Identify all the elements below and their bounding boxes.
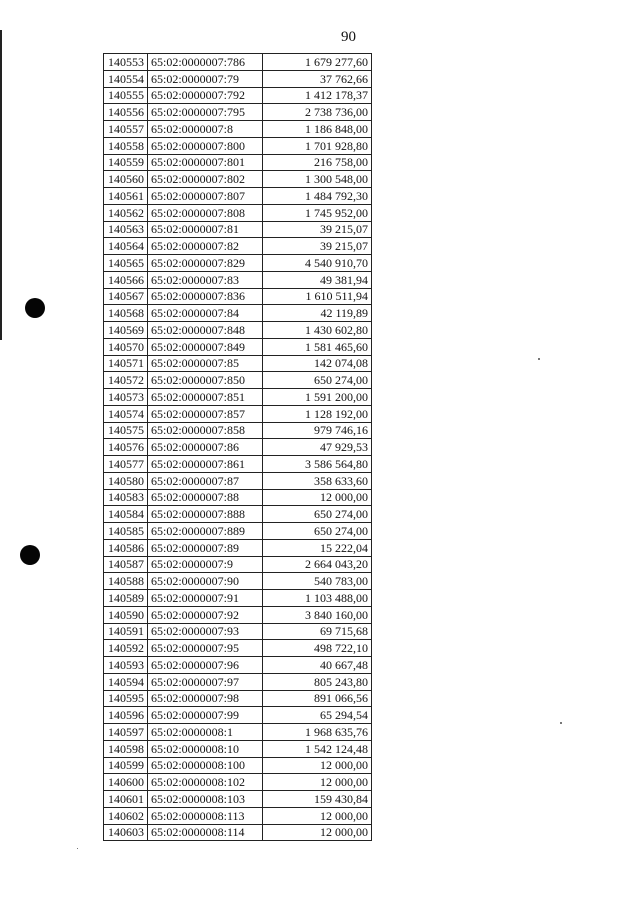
row-id-cell: 140572 — [104, 372, 148, 389]
row-id-cell: 140555 — [104, 87, 148, 104]
table-row — [104, 640, 372, 657]
row-id-cell: 140554 — [104, 70, 148, 87]
cadastral-number-cell: 65:02:0000007:792 — [148, 87, 263, 104]
row-id-cell: 140583 — [104, 489, 148, 506]
cadastral-number-cell: 65:02:0000007:800 — [148, 137, 263, 154]
punch-hole — [25, 298, 45, 318]
cadastral-value-cell: 47 929,53 — [263, 439, 372, 456]
table-body — [104, 54, 372, 841]
punch-hole — [20, 545, 40, 565]
cadastral-value-cell: 1 679 277,60 — [263, 54, 372, 71]
page-number: 90 — [341, 29, 356, 45]
row-id-cell: 140580 — [104, 472, 148, 489]
table-row — [104, 556, 372, 573]
cadastral-number-cell: 65:02:0000007:79 — [148, 70, 263, 87]
scan-speck — [560, 722, 562, 724]
row-id-cell: 140593 — [104, 657, 148, 674]
cadastral-value-cell: 1 542 124,48 — [263, 740, 372, 757]
table-row — [104, 104, 372, 121]
cadastral-value-cell: 12 000,00 — [263, 757, 372, 774]
row-id-cell: 140603 — [104, 824, 148, 841]
cadastral-value-cell: 650 274,00 — [263, 523, 372, 540]
table-row — [104, 791, 372, 808]
row-id-cell: 140598 — [104, 740, 148, 757]
cadastral-number-cell: 65:02:0000007:86 — [148, 439, 263, 456]
table-row — [104, 322, 372, 339]
table-row — [104, 489, 372, 506]
cadastral-value-cell: 1 128 192,00 — [263, 405, 372, 422]
table-row — [104, 439, 372, 456]
cadastral-number-cell: 65:02:0000008:10 — [148, 740, 263, 757]
table-row — [104, 54, 372, 71]
row-id-cell: 140600 — [104, 774, 148, 791]
cadastral-number-cell: 65:02:0000008:1 — [148, 724, 263, 741]
row-id-cell: 140559 — [104, 154, 148, 171]
cadastral-number-cell: 65:02:0000007:83 — [148, 271, 263, 288]
table-row — [104, 472, 372, 489]
cadastral-number-cell: 65:02:0000007:849 — [148, 338, 263, 355]
row-id-cell: 140587 — [104, 556, 148, 573]
row-id-cell: 140577 — [104, 456, 148, 473]
cadastral-number-cell: 65:02:0000007:90 — [148, 573, 263, 590]
table-row — [104, 171, 372, 188]
cadastral-value-cell: 40 667,48 — [263, 657, 372, 674]
cadastral-value-cell: 37 762,66 — [263, 70, 372, 87]
cadastral-value-cell: 805 243,80 — [263, 673, 372, 690]
table-row — [104, 740, 372, 757]
row-id-cell: 140594 — [104, 673, 148, 690]
scan-margin-line — [0, 30, 2, 340]
row-id-cell: 140586 — [104, 539, 148, 556]
table-row — [104, 255, 372, 272]
table-row — [104, 673, 372, 690]
cadastral-value-cell: 358 633,60 — [263, 472, 372, 489]
cadastral-value-cell: 49 381,94 — [263, 271, 372, 288]
table-row — [104, 539, 372, 556]
cadastral-value-cell: 1 430 602,80 — [263, 322, 372, 339]
row-id-cell: 140560 — [104, 171, 148, 188]
cadastral-value-cell: 4 540 910,70 — [263, 255, 372, 272]
table-row — [104, 70, 372, 87]
cadastral-value-cell: 12 000,00 — [263, 824, 372, 841]
row-id-cell: 140565 — [104, 255, 148, 272]
cadastral-number-cell: 65:02:0000007:786 — [148, 54, 263, 71]
table-row — [104, 523, 372, 540]
row-id-cell: 140568 — [104, 305, 148, 322]
row-id-cell: 140588 — [104, 573, 148, 590]
row-id-cell: 140571 — [104, 355, 148, 372]
row-id-cell: 140556 — [104, 104, 148, 121]
table-row — [104, 707, 372, 724]
row-id-cell: 140573 — [104, 389, 148, 406]
cadastral-value-cell: 1 581 465,60 — [263, 338, 372, 355]
table-row — [104, 137, 372, 154]
table-row — [104, 154, 372, 171]
cadastral-number-cell: 65:02:0000007:85 — [148, 355, 263, 372]
table-row — [104, 355, 372, 372]
table-row — [104, 623, 372, 640]
row-id-cell: 140589 — [104, 590, 148, 607]
row-id-cell: 140564 — [104, 238, 148, 255]
cadastral-value-cell: 42 119,89 — [263, 305, 372, 322]
cadastral-number-cell: 65:02:0000007:97 — [148, 673, 263, 690]
row-id-cell: 140561 — [104, 188, 148, 205]
row-id-cell: 140597 — [104, 724, 148, 741]
row-id-cell: 140590 — [104, 606, 148, 623]
cadastral-number-cell: 65:02:0000007:89 — [148, 539, 263, 556]
cadastral-value-cell: 891 066,56 — [263, 690, 372, 707]
table-row — [104, 121, 372, 138]
cadastral-value-cell: 69 715,68 — [263, 623, 372, 640]
cadastral-number-cell: 65:02:0000007:87 — [148, 472, 263, 489]
row-id-cell: 140575 — [104, 422, 148, 439]
cadastral-number-cell: 65:02:0000007:857 — [148, 405, 263, 422]
table-row — [104, 573, 372, 590]
cadastral-number-cell: 65:02:0000007:801 — [148, 154, 263, 171]
cadastral-number-cell: 65:02:0000007:858 — [148, 422, 263, 439]
table-row — [104, 724, 372, 741]
table-row — [104, 824, 372, 841]
table-row — [104, 221, 372, 238]
row-id-cell: 140574 — [104, 405, 148, 422]
cadastral-number-cell: 65:02:0000007:851 — [148, 389, 263, 406]
row-id-cell: 140595 — [104, 690, 148, 707]
table-row — [104, 271, 372, 288]
table-row — [104, 372, 372, 389]
table-row — [104, 288, 372, 305]
cadastral-value-cell: 39 215,07 — [263, 238, 372, 255]
cadastral-value-cell: 12 000,00 — [263, 807, 372, 824]
cadastral-number-cell: 65:02:0000007:9 — [148, 556, 263, 573]
cadastral-number-cell: 65:02:0000007:99 — [148, 707, 263, 724]
row-id-cell: 140584 — [104, 506, 148, 523]
cadastral-number-cell: 65:02:0000007:88 — [148, 489, 263, 506]
scan-speck — [538, 358, 540, 360]
cadastral-value-cell: 3 840 160,00 — [263, 606, 372, 623]
row-id-cell: 140601 — [104, 791, 148, 808]
cadastral-value-cell: 216 758,00 — [263, 154, 372, 171]
cadastral-number-cell: 65:02:0000007:82 — [148, 238, 263, 255]
cadastral-number-cell: 65:02:0000008:113 — [148, 807, 263, 824]
cadastral-number-cell: 65:02:0000007:84 — [148, 305, 263, 322]
table-row — [104, 422, 372, 439]
table-row — [104, 657, 372, 674]
cadastral-number-cell: 65:02:0000007:92 — [148, 606, 263, 623]
cadastral-value-cell: 1 591 200,00 — [263, 389, 372, 406]
row-id-cell: 140567 — [104, 288, 148, 305]
scan-speck — [77, 848, 78, 849]
cadastral-value-cell: 3 586 564,80 — [263, 456, 372, 473]
cadastral-number-cell: 65:02:0000007:836 — [148, 288, 263, 305]
table-row — [104, 405, 372, 422]
table-row — [104, 590, 372, 607]
row-id-cell: 140558 — [104, 137, 148, 154]
row-id-cell: 140569 — [104, 322, 148, 339]
cadastral-number-cell: 65:02:0000007:98 — [148, 690, 263, 707]
cadastral-number-cell: 65:02:0000008:102 — [148, 774, 263, 791]
cadastral-value-cell: 1 412 178,37 — [263, 87, 372, 104]
table-row — [104, 606, 372, 623]
cadastral-value-cell: 142 074,08 — [263, 355, 372, 372]
cadastral-number-cell: 65:02:0000007:888 — [148, 506, 263, 523]
cadastral-number-cell: 65:02:0000008:103 — [148, 791, 263, 808]
cadastral-number-cell: 65:02:0000007:96 — [148, 657, 263, 674]
cadastral-value-cell: 159 430,84 — [263, 791, 372, 808]
cadastral-value-cell: 2 664 043,20 — [263, 556, 372, 573]
table-row — [104, 774, 372, 791]
table-row — [104, 757, 372, 774]
row-id-cell: 140562 — [104, 204, 148, 221]
cadastral-value-cell: 1 968 635,76 — [263, 724, 372, 741]
row-id-cell: 140576 — [104, 439, 148, 456]
cadastral-number-cell: 65:02:0000007:807 — [148, 188, 263, 205]
cadastral-value-cell: 39 215,07 — [263, 221, 372, 238]
table-row — [104, 204, 372, 221]
cadastral-value-cell: 2 738 736,00 — [263, 104, 372, 121]
table-row — [104, 338, 372, 355]
cadastral-number-cell: 65:02:0000007:802 — [148, 171, 263, 188]
table-row — [104, 305, 372, 322]
table-row — [104, 456, 372, 473]
cadastral-value-cell: 1 745 952,00 — [263, 204, 372, 221]
cadastral-value-cell: 1 300 548,00 — [263, 171, 372, 188]
table-row — [104, 188, 372, 205]
cadastral-value-cell: 979 746,16 — [263, 422, 372, 439]
cadastral-value-cell: 540 783,00 — [263, 573, 372, 590]
row-id-cell: 140596 — [104, 707, 148, 724]
table-row — [104, 807, 372, 824]
cadastral-number-cell: 65:02:0000007:808 — [148, 204, 263, 221]
cadastral-number-cell: 65:02:0000008:114 — [148, 824, 263, 841]
table-row — [104, 506, 372, 523]
row-id-cell: 140592 — [104, 640, 148, 657]
cadastral-number-cell: 65:02:0000007:95 — [148, 640, 263, 657]
cadastral-value-cell: 1 103 488,00 — [263, 590, 372, 607]
cadastral-value-cell: 650 274,00 — [263, 372, 372, 389]
row-id-cell: 140557 — [104, 121, 148, 138]
cadastral-value-cell: 1 701 928,80 — [263, 137, 372, 154]
cadastral-value-cell: 1 610 511,94 — [263, 288, 372, 305]
table-row — [104, 87, 372, 104]
cadastral-value-cell: 12 000,00 — [263, 489, 372, 506]
cadastral-number-cell: 65:02:0000008:100 — [148, 757, 263, 774]
cadastral-number-cell: 65:02:0000007:861 — [148, 456, 263, 473]
cadastral-value-cell: 65 294,54 — [263, 707, 372, 724]
row-id-cell: 140602 — [104, 807, 148, 824]
table-row — [104, 389, 372, 406]
cadastral-number-cell: 65:02:0000007:889 — [148, 523, 263, 540]
cadastral-number-cell: 65:02:0000007:850 — [148, 372, 263, 389]
cadastral-value-table — [103, 53, 372, 841]
row-id-cell: 140591 — [104, 623, 148, 640]
cadastral-number-cell: 65:02:0000007:81 — [148, 221, 263, 238]
cadastral-value-cell: 498 722,10 — [263, 640, 372, 657]
row-id-cell: 140570 — [104, 338, 148, 355]
cadastral-value-cell: 650 274,00 — [263, 506, 372, 523]
cadastral-number-cell: 65:02:0000007:829 — [148, 255, 263, 272]
cadastral-value-cell: 1 484 792,30 — [263, 188, 372, 205]
row-id-cell: 140553 — [104, 54, 148, 71]
row-id-cell: 140563 — [104, 221, 148, 238]
row-id-cell: 140599 — [104, 757, 148, 774]
cadastral-value-cell: 1 186 848,00 — [263, 121, 372, 138]
cadastral-value-cell: 15 222,04 — [263, 539, 372, 556]
cadastral-number-cell: 65:02:0000007:8 — [148, 121, 263, 138]
row-id-cell: 140585 — [104, 523, 148, 540]
cadastral-number-cell: 65:02:0000007:848 — [148, 322, 263, 339]
table-row — [104, 238, 372, 255]
row-id-cell: 140566 — [104, 271, 148, 288]
cadastral-number-cell: 65:02:0000007:93 — [148, 623, 263, 640]
cadastral-number-cell: 65:02:0000007:795 — [148, 104, 263, 121]
table-row — [104, 690, 372, 707]
cadastral-number-cell: 65:02:0000007:91 — [148, 590, 263, 607]
cadastral-value-cell: 12 000,00 — [263, 774, 372, 791]
